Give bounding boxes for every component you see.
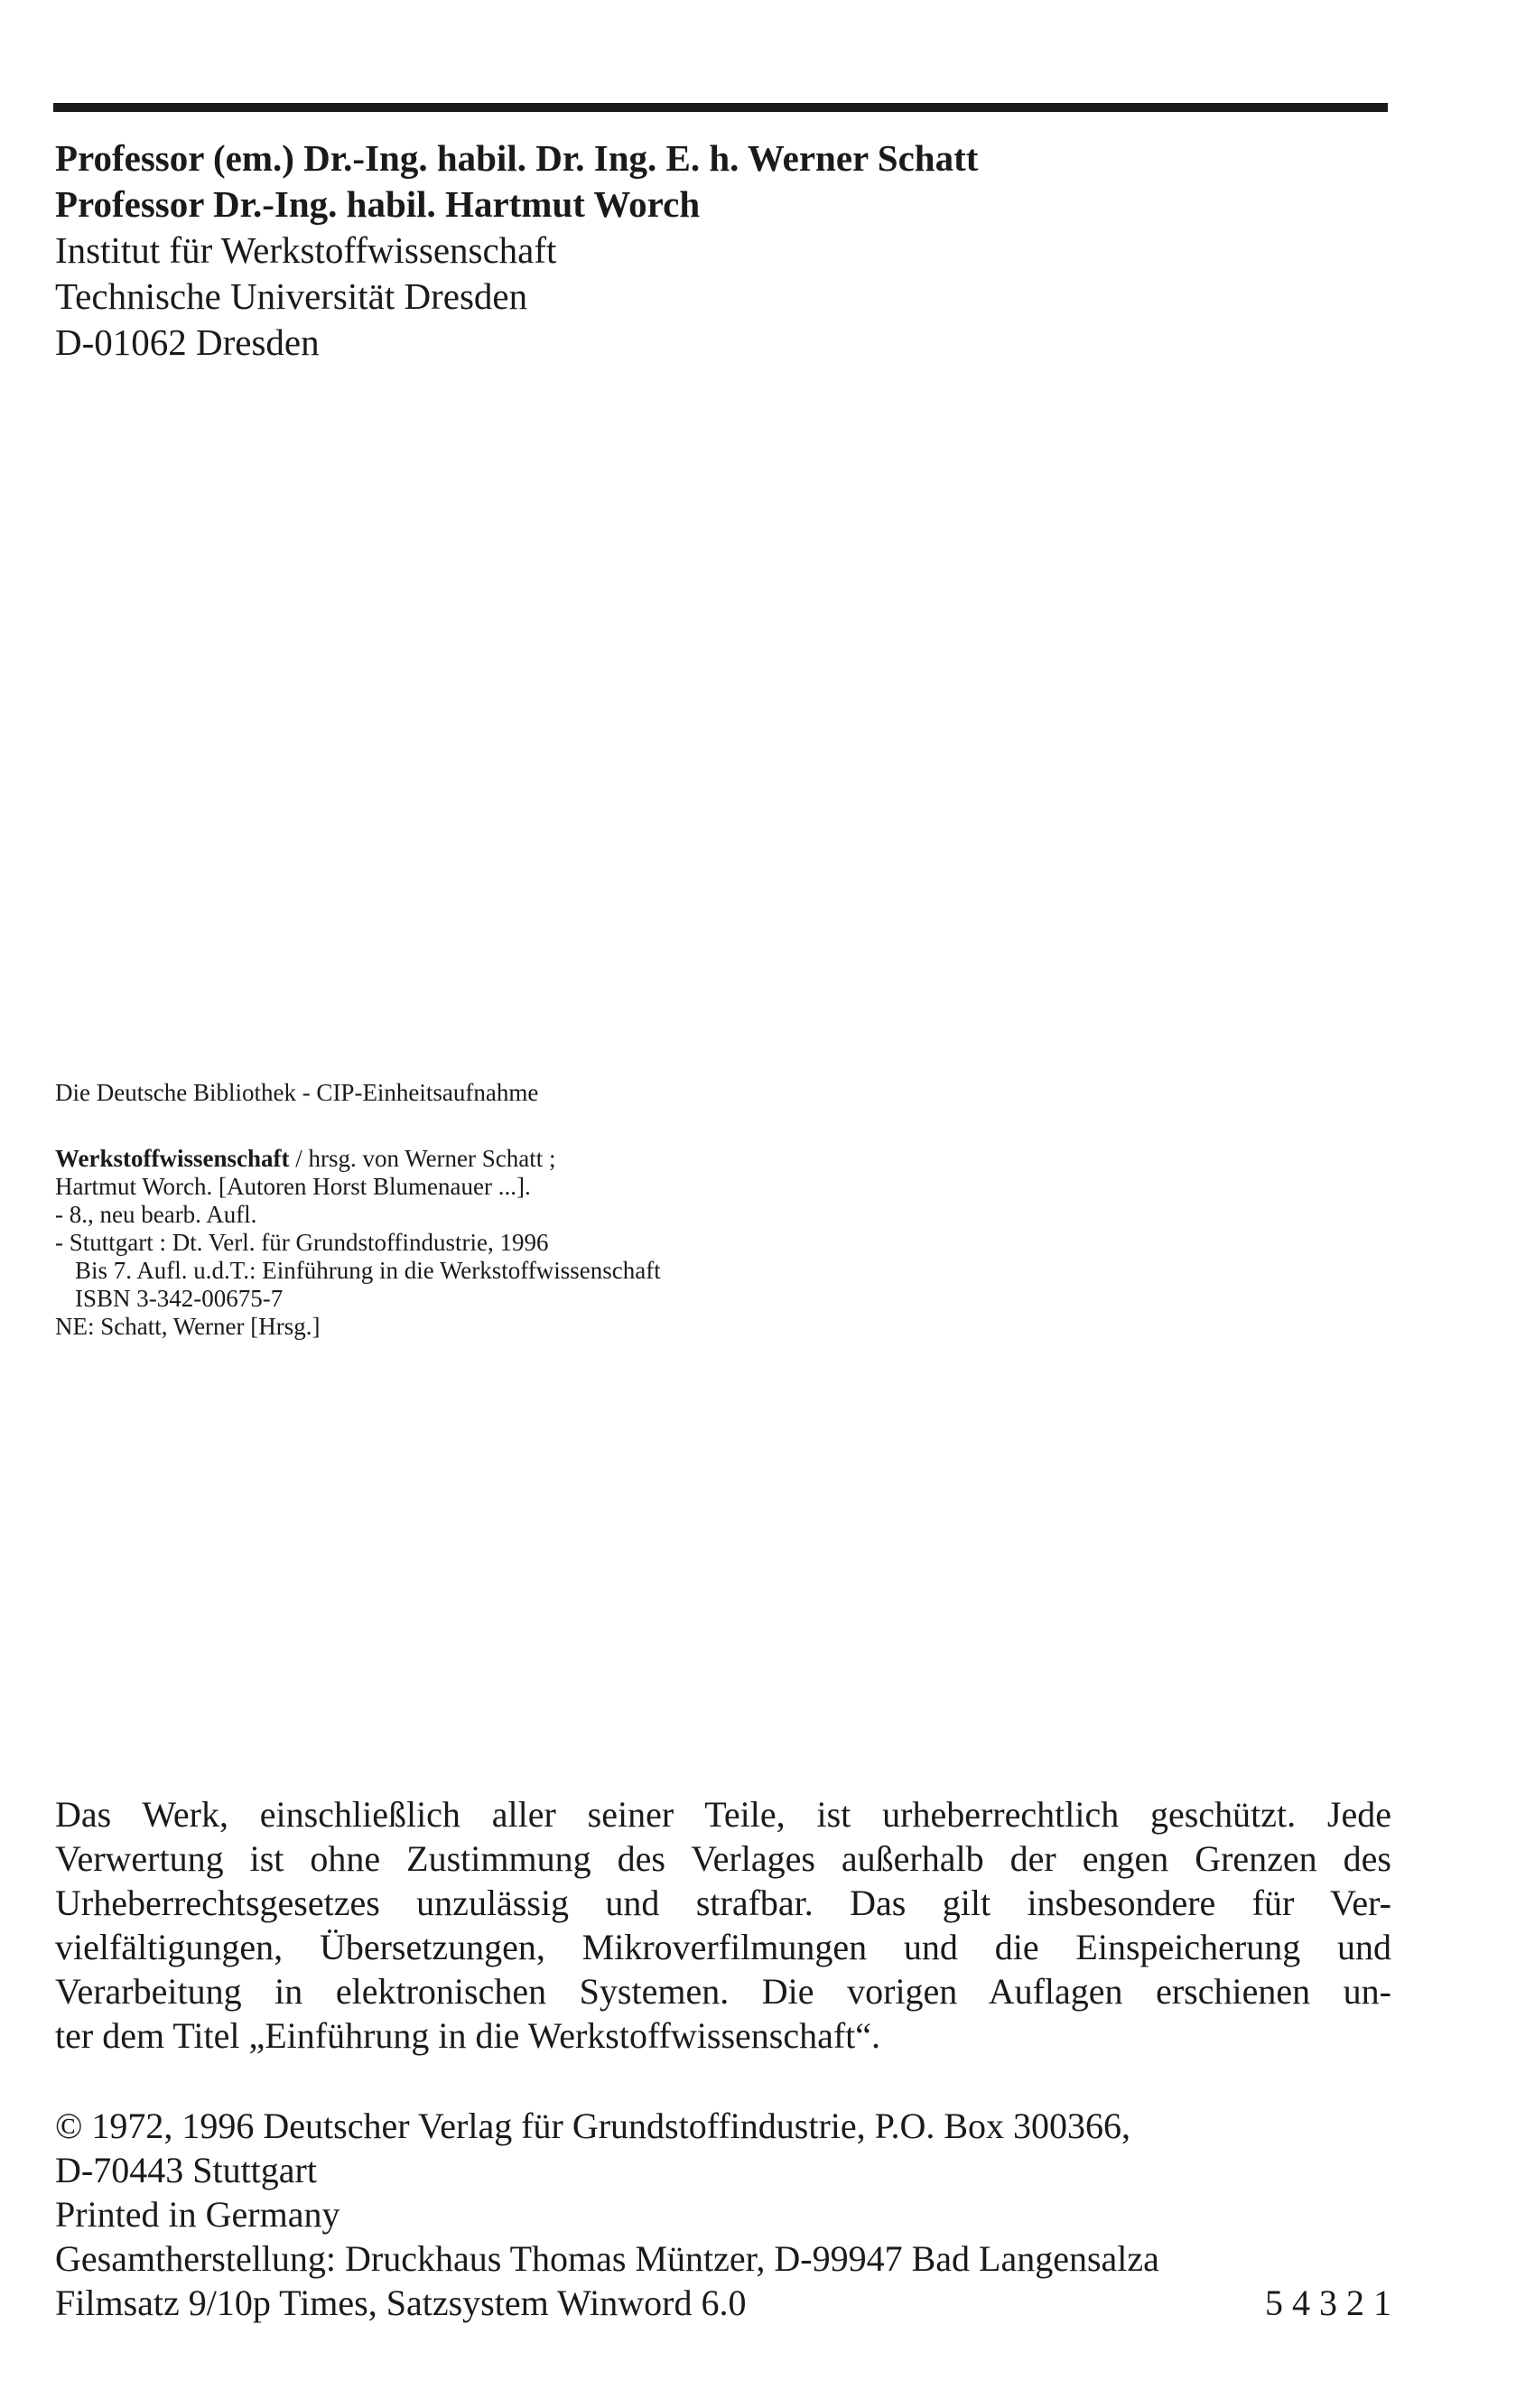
production-line: Gesamtherstellung: Druckhaus Thomas Müntzer, D-99947 Bad Langensalza <box>55 2238 1159 2279</box>
notice-line: ter dem Titel „Einführung in die Werkstoffwissenschaft“. <box>55 2015 881 2056</box>
printed-in: Printed in Germany <box>55 2194 340 2235</box>
cip-line: - 8., neu bearb. Aufl. <box>55 1201 257 1228</box>
cip-isbn: ISBN 3-342-00675-7 <box>75 1285 284 1312</box>
cip-line: Hartmut Worch. [Autoren Horst Blumenauer ...]. <box>55 1173 531 1200</box>
typesetting-row <box>55 2281 1391 2325</box>
cip-title-rest: / hrsg. von Werner Schatt ; <box>289 1145 556 1172</box>
typesetting-line: Filmsatz 9/10p Times, Satzsystem Winword 6.0 <box>55 2282 747 2323</box>
top-rule <box>53 103 1388 112</box>
cip-line: Bis 7. Aufl. u.d.T.: Einführung in die Werkstoffwissenschaft <box>75 1257 661 1284</box>
cip-line: NE: Schatt, Werner [Hrsg.] <box>55 1313 321 1340</box>
notice-line: Das Werk, einschließlich aller seiner Teile, ist urheberrechtlich geschützt. Jede <box>55 1794 1391 1835</box>
cip-title-line <box>55 1145 1373 1173</box>
notice-line: Verarbeitung in elektronischen Systemen. Die vorigen Auflagen erschienen un- <box>55 1971 1391 2012</box>
notice-line: Urheberrechtsgesetzes unzulässig und strafbar. Das gilt insbesondere für Ver- <box>55 1883 1391 1923</box>
institute-line: Institut für Werkstoffwissenschaft <box>55 229 557 271</box>
university-line: Technische Universität Dresden <box>55 275 528 317</box>
postal-address-line: D-01062 Dresden <box>55 321 320 363</box>
author-line: Professor (em.) Dr.-Ing. habil. Dr. Ing. E. h. Werner Schatt <box>55 137 979 179</box>
copyright-notice <box>55 1792 1391 2058</box>
cip-title: Werkstoffwissenschaft <box>55 1145 290 1172</box>
author-block <box>55 135 1373 366</box>
cip-record <box>55 1079 1373 1341</box>
copyright-line: © 1972, 1996 Deutscher Verlag für Grundstoffindustrie, P.O. Box 300366, <box>55 2106 1131 2146</box>
notice-line: vielfältigungen, Übersetzungen, Mikroverfilmungen und die Einspeicherung und <box>55 1927 1391 1967</box>
print-run-numbers: 5 4 3 2 1 <box>1265 2282 1391 2323</box>
imprint-block <box>55 2104 1391 2325</box>
cip-heading: Die Deutsche Bibliothek - CIP-Einheitsaufnahme <box>55 1079 539 1106</box>
notice-line: Verwertung ist ohne Zustimmung des Verlages außerhalb der engen Grenzen des <box>55 1838 1391 1879</box>
author-line: Professor Dr.-Ing. habil. Hartmut Worch <box>55 183 701 225</box>
publisher-address: D-70443 Stuttgart <box>55 2150 317 2190</box>
cip-line: - Stuttgart : Dt. Verl. für Grundstoffindustrie, 1996 <box>55 1229 549 1256</box>
